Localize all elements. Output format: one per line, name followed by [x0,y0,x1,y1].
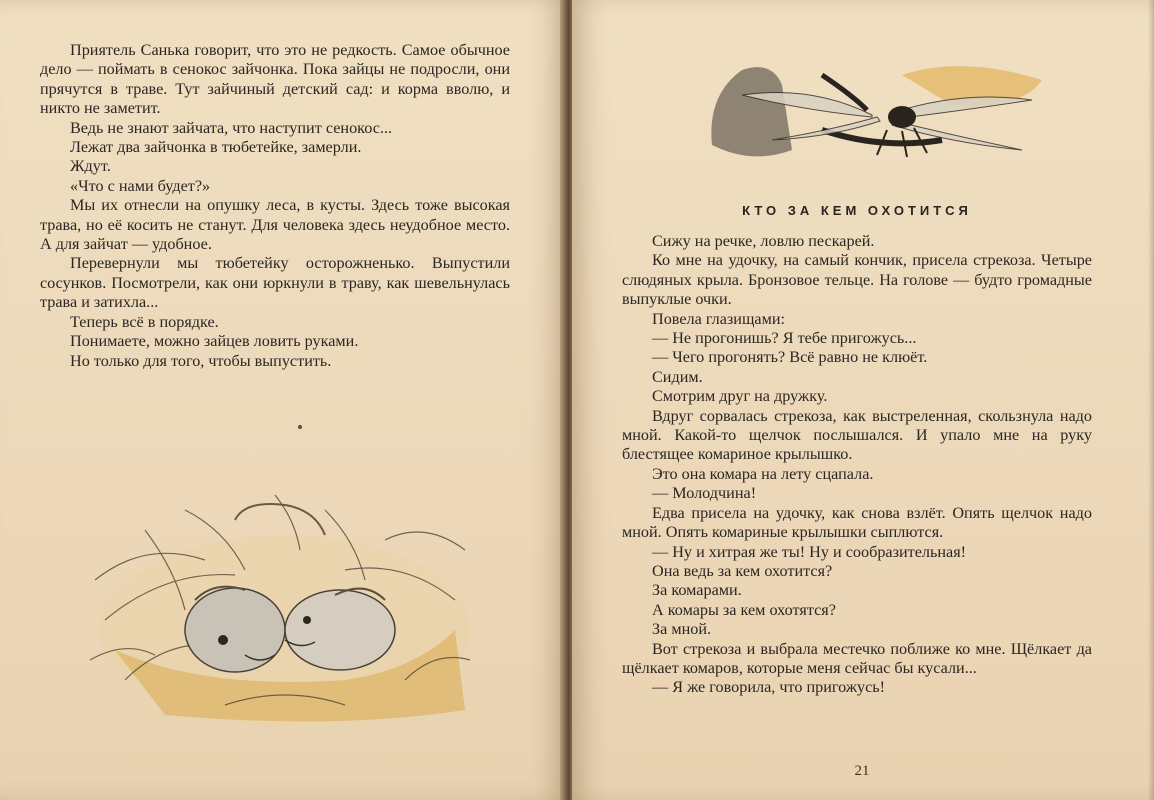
dragonfly-illustration [702,55,1062,175]
paragraph: Сижу на речке, ловлю пескарей. [652,232,875,250]
paragraph: — Я же говорила, что пригожусь! [652,678,886,697]
paragraph: Едва присела на удочку, как снова взлёт. Опять щелчок надо мной. Опять комариные крылышки сыплются. [622,503,1092,542]
paragraph: За мной. [652,620,712,639]
ink-dot [298,425,302,429]
paragraph: Но только для того, чтобы выпустить. [70,351,332,370]
paragraph: — Не прогонишь? Я тебе пригожусь... [652,329,917,348]
paragraph: Ведь не знают зайчата, что наступит сенокос... [70,118,393,137]
left-page [0,0,566,800]
paragraph: А комары за кем охотятся? [652,600,836,619]
paragraph: Вот стрекоза и выбрала местечко поближе ко мне. Щёлкает да щёлкает комаров, которые меня сейчас бы кусали... [622,639,1092,677]
paragraph: — Молодчина! [652,484,757,503]
paragraph: Лежат два зайчонка в тюбетейке, замерли. [70,138,362,157]
paragraph: «Что с нами будет?» [70,176,211,195]
paragraph: Мы их отнесли на опушку леса, в кусты. Здесь тоже высокая трава, но её косить не станут. Для человека здесь неудобное место. А для зайчат — удобное. [40,196,510,254]
paragraph: Это она комара на лету сцапала. [652,464,874,483]
paragraph: Сидим. [652,367,703,386]
hares-illustration [85,480,475,740]
paragraph: Вдруг сорвалась стрекоза, как выстреленная, скользнула надо мной. Какой-то щелчок послышался. И упало мне на руку блестящее комариное крылышко. [622,406,1092,464]
paragraph: Ко мне на удочку, на самый кончик, присела стрекоза. Четыре слюдяных крыла. Бронзовое тельце. На голове — будто громадные выпуклые очки. [622,251,1092,309]
right-page-text [622,232,1092,698]
paragraph: Перевернули мы тюбетейку осторожненько. Выпустили сосунков. Посмотрели, как они юркнули в траву, как шевельнулась трава и затихла... [40,254,510,312]
paragraph: Ждут. [70,157,111,176]
page-number: 21 [854,763,870,779]
paragraph: — Ну и хитрая же ты! Ну и сообразительная! [652,542,967,561]
left-page-text [40,41,510,371]
paragraph: — Чего прогонять? Всё равно не клюёт. [652,348,928,367]
paragraph: Повела глазищами: [652,309,786,328]
paragraph: Приятель Санька говорит, что это не редкость. Самое обычное дело — поймать в сенокос зайчонка. Пока зайцы не подросли, они прячутся в траве. Тут зайчиный детский сад: и корма вволю, и никто не заметит. [40,41,510,118]
paragraph: За комарами. [652,581,742,600]
paragraph: Теперь всё в порядке. [70,312,219,331]
story-title: КТО ЗА КЕМ ОХОТИТСЯ [742,203,972,218]
paragraph: Понимаете, можно зайцев ловить руками. [70,332,359,351]
paragraph: Смотрим друг на дружку. [652,387,828,406]
paragraph: Она ведь за кем охотится? [652,561,833,580]
right-page [572,0,1154,800]
